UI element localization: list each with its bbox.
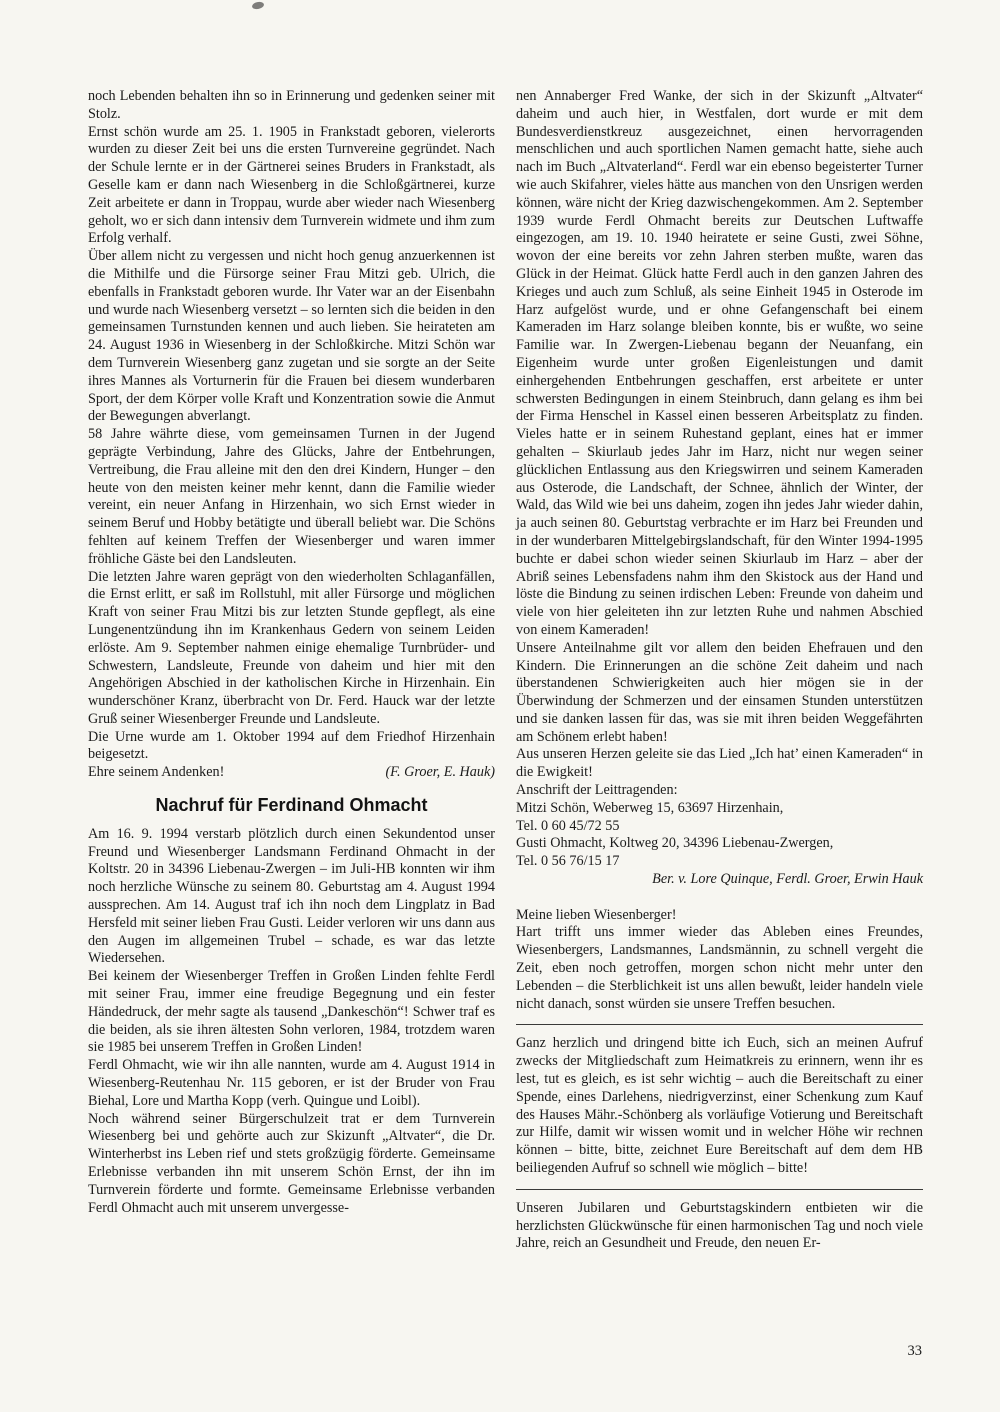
report-credit: Ber. v. Lore Quinque, Ferdl. Groer, Erwin Hauk bbox=[652, 871, 923, 888]
body-paragraph: Noch während seiner Bürgerschulzeit trat er dem Turnverein Wiesenberg bei und gehörte auch zur Skizunft „Altvater“, die Dr. Winterherbst ins Leben rief und stets großzügig förderte. Gemeinsame Erlebnisse verbanden ihn mit unserem Schön Ernst, der ihn im Turnverein förderte und formte. Gemeinsame Erlebnisse verbanden Ferdl Ohmacht auch mit unserem unvergesse- bbox=[88, 1110, 495, 1216]
body-paragraph: Am 16. 9. 1994 verstarb plötzlich durch einen Sekundentod unser Freund und Wiesenberger Landsmann Ferdinand Ohmacht in der Koltstr. 20 in 34396 Liebenau-Zwergen – im Juli-HB konnten wir ihm noch herzliche Wünsche zu seinem 80. Geburtstag am 4. August 1994 aussprechen. Am 14. August traf ich ihn noch dem Lingplatz in Bad Hersfeld mit seiner lieben Frau Gusti. Leider verloren wir uns dann aus den Augen im allgemeinen Trubel – schade, es war das letzte Wiedersehen. bbox=[88, 825, 495, 967]
body-paragraph: Die letzten Jahre waren geprägt von den wiederholten Schlaganfällen, die Ernst erlitt, er saß im Rollstuhl, mit aller Fürsorge und möglichen Kraft von seiner Frau Mitzi bis zur letzten Stunde gepflegt, als eine Lungenentzündung ihn im Krankenhaus Gedern von seinem Leiden erlöste. Am 9. September nahmen einige ehemalige Turnbrüder- und Schwestern, Landsleute, Freunde von daheim und hier mit den Angehörigen Abschied in der katholischen Kirche in Hirzenhain. Ein wunderschöner Kranz, überbracht von Dr. Ferd. Hauck war der letzte Gruß seiner Wiesenberger Freunde und Landsleute. bbox=[88, 568, 495, 727]
address-line: Mitzi Schön, Weberweg 15, 63697 Hirzenhain, bbox=[516, 799, 784, 816]
honor-text: Ehre seinem Andenken! bbox=[88, 764, 225, 781]
body-paragraph: Aus unseren Herzen geleite sie das Lied „Ich hat’ einen Kameraden“ in die Ewigkeit! bbox=[516, 746, 923, 781]
address-line: Gusti Ohmacht, Koltweg 20, 34396 Liebenau-Zwergen, bbox=[516, 835, 834, 852]
honor-authors: (F. Groer, E. Hauk) bbox=[385, 764, 495, 781]
page-number: 33 bbox=[907, 1343, 922, 1359]
address-heading: Anschrift der Leittragenden: bbox=[516, 782, 678, 799]
salutation: Meine lieben Wiesenberger! bbox=[516, 906, 677, 923]
body-paragraph: Ernst schön wurde am 25. 1. 1905 in Frankstadt geboren, vielerorts wurden zu dieser Zeit bei uns die ersten Turnvereine gegründet. Nach der Schule lernte er in der Gärtnerei seines Bruders in Frankstadt, als Geselle kam er dann nach Wiesenberg in die Schloßgärtnerei, kurze Zeit arbeitete er dann in Troppau, wurde aber wieder nach Wiesenberg geholt, wo er sich dann intensiv dem Turnverein widmete und ihm zum Erfolg verhalf. bbox=[88, 123, 495, 247]
section-divider bbox=[516, 1189, 923, 1190]
section-divider bbox=[516, 1024, 923, 1025]
body-paragraph: nen Annaberger Fred Wanke, der sich in der Skizunft „Altvater“ daheim und auch hier, in Westfalen, dort wurde er mit dem Bundesverdienstkreuz ausgezeichnet, einen hervorragenden menschlichen und auch sportlichen Namen gemacht hatte, siehe auch nach im Buch „Altvaterland“. Ferdl war ein ebenso begeisterter Turner wie auch Skifahrer, vieles hätte aus manchen von den Unsrigen werden können, wäre nicht der Krieg dazwischengekommen. Am 2. September 1939 wurde Ferdl Ohmacht bereits zur Deutschen Luftwaffe eingezogen, am 19. 10. 1940 heiratete er seine Gusti, zwei Söhne, wovon der eine bereits vor zehn Jahren sterben mußte, waren das Glück in der Heimat. Glück hatte Ferdl auch in den ganzen Jahren des Krieges und auch zum Schluß, als seine Einheit 1945 in Osterode im Harz aufgelöst wurde, und er ohne Gefangenschaft bei einem Kameraden im Harz solange bleiben konnte, bis er wußte, wo seine Familie war. In Zwergen-Liebenau begann der Neuanfang, ein Eigenheim wurde unter großen Eigenleistungen und damit einhergehenden Entbehrungen geschaffen, erst arbeitete er unter schwersten Bedingungen in einem Steinbruch, dann gelang es ihm bei der Firma Henschel in Kassel einen besseren Arbeitsplatz zu finden. Vieles hatte er in seinem Ruhestand geplant, eines hat er immer gehalten – Skiurlaub jedes Jahr im Harz, nicht nur wegen seiner glücklichen Entlassung aus den Kriegswirren und seinem Kameraden aus Osterode, die Landschaft, der Schnee, ähnlich der Winter, der Wald, das Wild wie bei uns daheim, zogen ihn jedes Jahr wieder dahin, ja auch seinen 80. Geburtstag verbrachte er im Harz bei Freunden und in der wunderbaren Mittelgebirgslandschaft, für den Winter 1994-1995 buchte er dabei schon wieder seinen Skiurlaub im Harz – aber der Abriß seines Lebensfadens nahm ihm den Skistock aus der Hand und löste die Bindung zu seinen irdischen Leben: Freunde von daheim und viele von hier geleiteten ihn zur letzten Ruhe und nahmen Abschied von einem Kameraden! bbox=[516, 88, 923, 638]
blank-line bbox=[516, 889, 923, 907]
body-paragraph: Hart trifft uns immer wieder das Ableben eines Freundes, Wiesenbergers, Landsmannes, Landsmännin, zu schnell vergeht die Zeit, eben noch getroffen, morgen schon nicht mehr unter den Lebenden – die Sterblichkeit ist uns allen bewußt, leider handeln viele nicht danach, sonst würden sie unsere Treffen besuchen. bbox=[516, 924, 923, 1012]
address-line: Tel. 0 60 45/72 55 bbox=[516, 817, 620, 834]
body-paragraph: Ganz herzlich und dringend bitte ich Euch, sich an meinen Aufruf zwecks der Mitgliedschaft zum Heimatkreis zu erinnern, wenn ihr es lest, tut es gleich, es ist sehr wichtig – auch die Bereitschaft zu einer Spende, eines Darlehens, niedrigverzinst, einer Schenkung zum Kauf des Hauses Mähr.-Schönberg als vorläufige Votierung und Bereitschaft zur Hilfe, damit wir wissen womit und in welcher Höhe wir rechnen können – bitte, bitte, zeichnet Eure Bereitschaft auf dem dem HB beiliegenden Aufruf so schnell wie möglich – bitte! bbox=[516, 1035, 923, 1177]
right-column bbox=[516, 88, 923, 1253]
obituary-heading: Nachruf für Ferdinand Ohmacht bbox=[155, 795, 428, 816]
body-paragraph: Unsere Anteilnahme gilt vor allem den beiden Ehefrauen und den Kindern. Die Erinnerungen an die schöne Zeit daheim und nach überstandenen Schwierigkeiten auch hier mögen sie in der Überwindung der Schmerzen und der einsamen Stunden unterstützen und sie danken lassen für das, was sie mit ihren beiden Weggefährten am Schönem erlebt haben! bbox=[516, 639, 923, 745]
body-paragraph: Die Urne wurde am 1. Oktober 1994 auf dem Friedhof Hirzenhain beigesetzt. bbox=[88, 728, 495, 763]
address-line: Tel. 0 56 76/15 17 bbox=[516, 853, 620, 870]
body-paragraph: noch Lebenden behalten ihn so in Erinnerung und gedenken seiner mit Stolz. bbox=[88, 88, 495, 122]
body-paragraph: Ferdl Ohmacht, wie wir ihn alle nannten, wurde am 4. August 1914 in Wiesenberg-Reutenhau Nr. 115 geboren, er ist der Bruder von Frau Biehal, Lore und Martha Kopp (verh. Quingue und Loibl). bbox=[88, 1057, 495, 1109]
body-paragraph: Über allem nicht zu vergessen und nicht hoch genug anzuerkennen ist die Mithilfe und die Fürsorge seiner Frau Mitzi geb. Ulrich, die ebenfalls in Frankstadt geboren wurde. Ihr Vater war an der Eisenbahn und wurde nach Wiesenberg versetzt – so lernten sich die beiden in den gemeinsamen Turnstunden kennen und auch lieben. Sie heirateten am 24. August 1936 in Wiesenberg in der Schloßkirche. Mitzi Schön war dem Turnverein Wiesenberg ganz zugetan und sie sorgte an der Seite ihres Mannes als Vorturnerin für die Frauen bei diesem wunderbaren Sport, der dem Körper volle Kraft und Konzentration sowie die Anmut der Bewegungen abverlangt. bbox=[88, 248, 495, 425]
left-column bbox=[88, 88, 495, 1253]
body-paragraph: 58 Jahre währte diese, vom gemeinsamen Turnen in der Jugend geprägte Verbindung, Jahre des Glücks, Jahre der Entbehrungen, Vertreibung, die Frau alleine mit den den drei Kindern, Hunger – den heute von den meisten keiner mehr kennt, dann die Familie wieder vereint, ein neuer Anfang in Hirzenhain, wo sich Ernst wieder in seinem Beruf und Hobby betätigte und überall beliebt war. Die Schöns fehlten auf keinem Treffen der Wiesenberger und waren immer fröhliche Gäste bei den Landsleuten. bbox=[88, 426, 495, 567]
body-paragraph: Unseren Jubilaren und Geburtstagskindern entbieten wir die herzlichsten Glückwünsche für einen harmonischen Tag und noch viele Jahre, reich an Gesundheit und Freude, den neuen Er- bbox=[516, 1199, 923, 1252]
body-paragraph: Bei keinem der Wiesenberger Treffen in Großen Linden fehlte Ferdl mit seiner Frau, immer eine freudige Begegnung und ein fester Händedruck, der mehr sagte als tausend „Dankeschön“! Schwer traf es die beiden, als sie ihren ältesten Sohn verloren, 1984, trotzdem waren sie 1985 bei unserem Treffen in Großen Linden! bbox=[88, 968, 495, 1056]
honor-line bbox=[88, 764, 495, 782]
